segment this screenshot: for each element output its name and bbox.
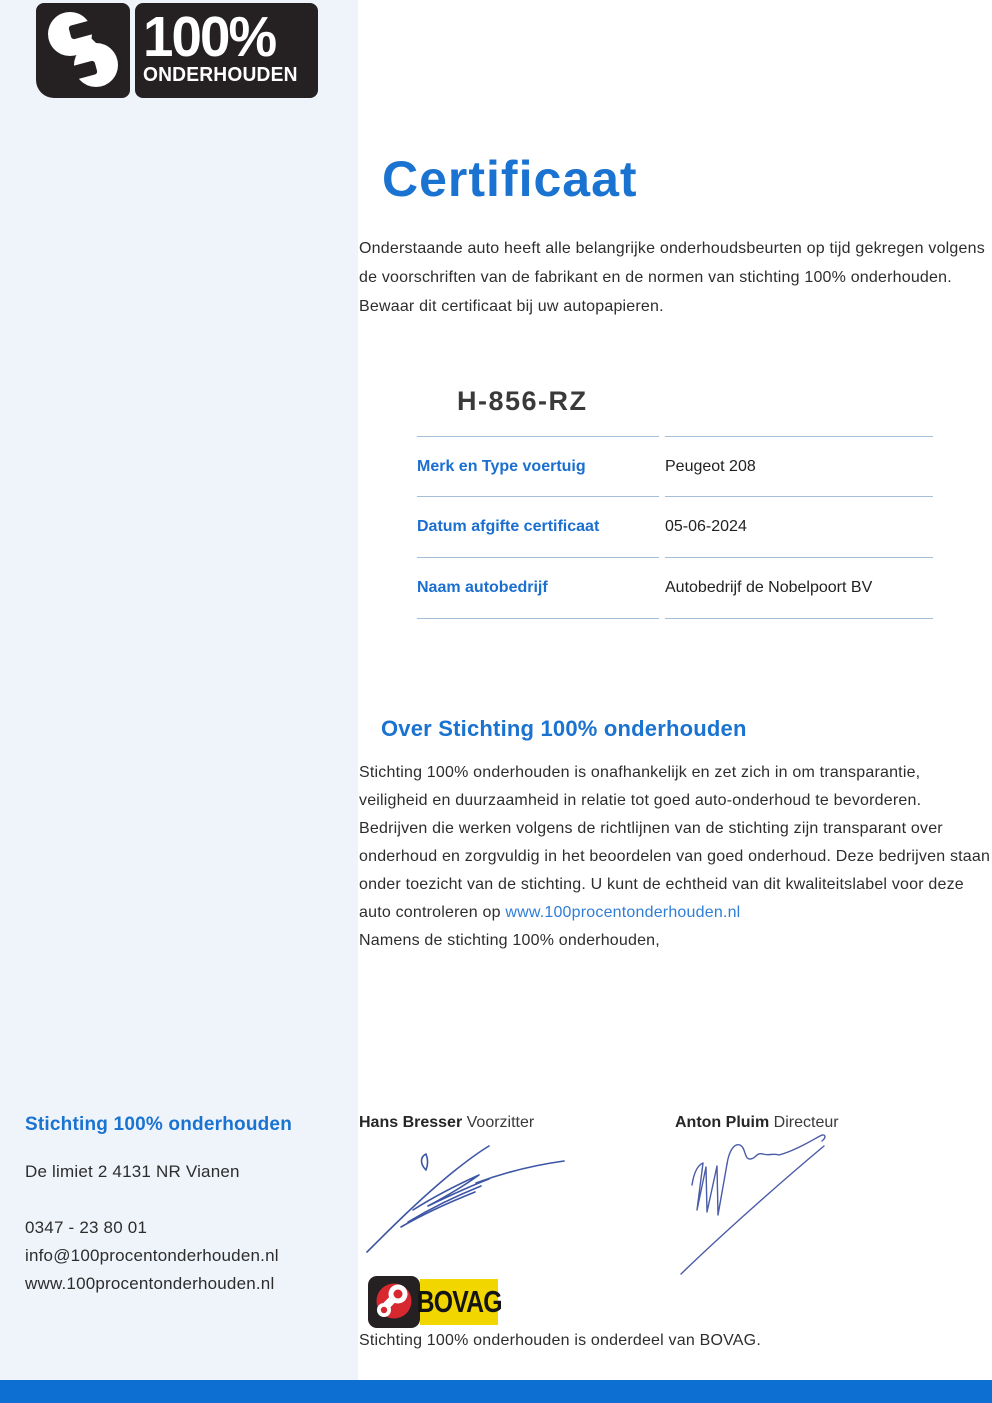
bovag-footnote: Stichting 100% onderhouden is onderdeel van BOVAG.: [359, 1332, 761, 1349]
logo-wordmark-tile: [135, 3, 318, 98]
contact-phone: 0347 - 23 80 01: [25, 1218, 148, 1237]
website-link[interactable]: www.100procentonderhouden.nl: [505, 904, 741, 921]
signatory-left-label: [359, 1114, 534, 1132]
contact-organisation: Stichting 100% onderhouden: [25, 1114, 292, 1135]
contact-block: [25, 1114, 292, 1298]
about-paragraph: [359, 759, 991, 955]
stichting-100-onderhouden-logo: [36, 3, 318, 98]
contact-website-link[interactable]: www.100procentonderhouden.nl: [25, 1274, 275, 1293]
bovag-wordmark-tile: [416, 1279, 502, 1325]
about-section-heading: Over Stichting 100% onderhouden: [381, 716, 747, 741]
signatory-role: Directeur: [773, 1114, 839, 1131]
bovag-logo: [368, 1276, 502, 1328]
contact-email-link[interactable]: info@100procentonderhouden.nl: [25, 1246, 279, 1265]
detail-label: Naam autobedrijf: [417, 558, 659, 619]
about-text: Stichting 100% onderhouden is onafhankelijk en zet zich in om transparantie, veiligheid en duurzaamheid in relatie tot goed auto-onderhoud te bevorderen. Bedrijven die werken volgens de richtlijnen van de stichting zijn transparant over onderhoud en zorgvuldig in het beoordelen van goed onderhoud. Deze bedrijven staan onder toezicht van de stichting. U kunt de echtheid van dit kwaliteitslabel voor deze auto controleren op: [359, 764, 991, 921]
about-closing-line: Namens de stichting 100% onderhouden,: [359, 932, 660, 949]
footer-accent-bar: [0, 1380, 992, 1403]
wrench-logo-tile: [36, 3, 130, 98]
bovag-wheel-key-icon: [368, 1276, 420, 1328]
intro-paragraph: Onderstaande auto heeft alle belangrijke onderhoudsbeurten op tijd gekregen volgens de voorschriften van de fabrikant en de normen van stichting 100% onderhouden. Bewaar dit certificaat bij uw autopapieren.: [359, 240, 985, 315]
bovag-wordmark: BOVAG: [416, 1284, 502, 1319]
vehicle-details-table: [417, 436, 933, 619]
signatory-name: Anton Pluim: [675, 1114, 770, 1131]
signatory-role: Voorzitter: [466, 1114, 535, 1131]
detail-value: 05-06-2024: [665, 497, 933, 558]
logo-wordmark-text: ONDERHOUDEN: [143, 64, 298, 86]
license-plate: H-856-RZ: [457, 386, 588, 416]
hans-bresser-signature: [363, 1136, 568, 1256]
detail-value: Peugeot 208: [665, 436, 933, 497]
wrench-icon: [36, 3, 130, 98]
contact-address: De limiet 2 4131 NR Vianen: [25, 1162, 240, 1181]
logo-percent-text: 100%: [143, 5, 276, 69]
page-title: Certificaat: [382, 151, 638, 207]
detail-label: Datum afgifte certificaat: [417, 497, 659, 558]
signatory-name: Hans Bresser: [359, 1114, 463, 1131]
detail-label: Merk en Type voertuig: [417, 436, 659, 497]
anton-pluim-signature: [678, 1122, 878, 1282]
detail-value: Autobedrijf de Nobelpoort BV: [665, 558, 933, 619]
